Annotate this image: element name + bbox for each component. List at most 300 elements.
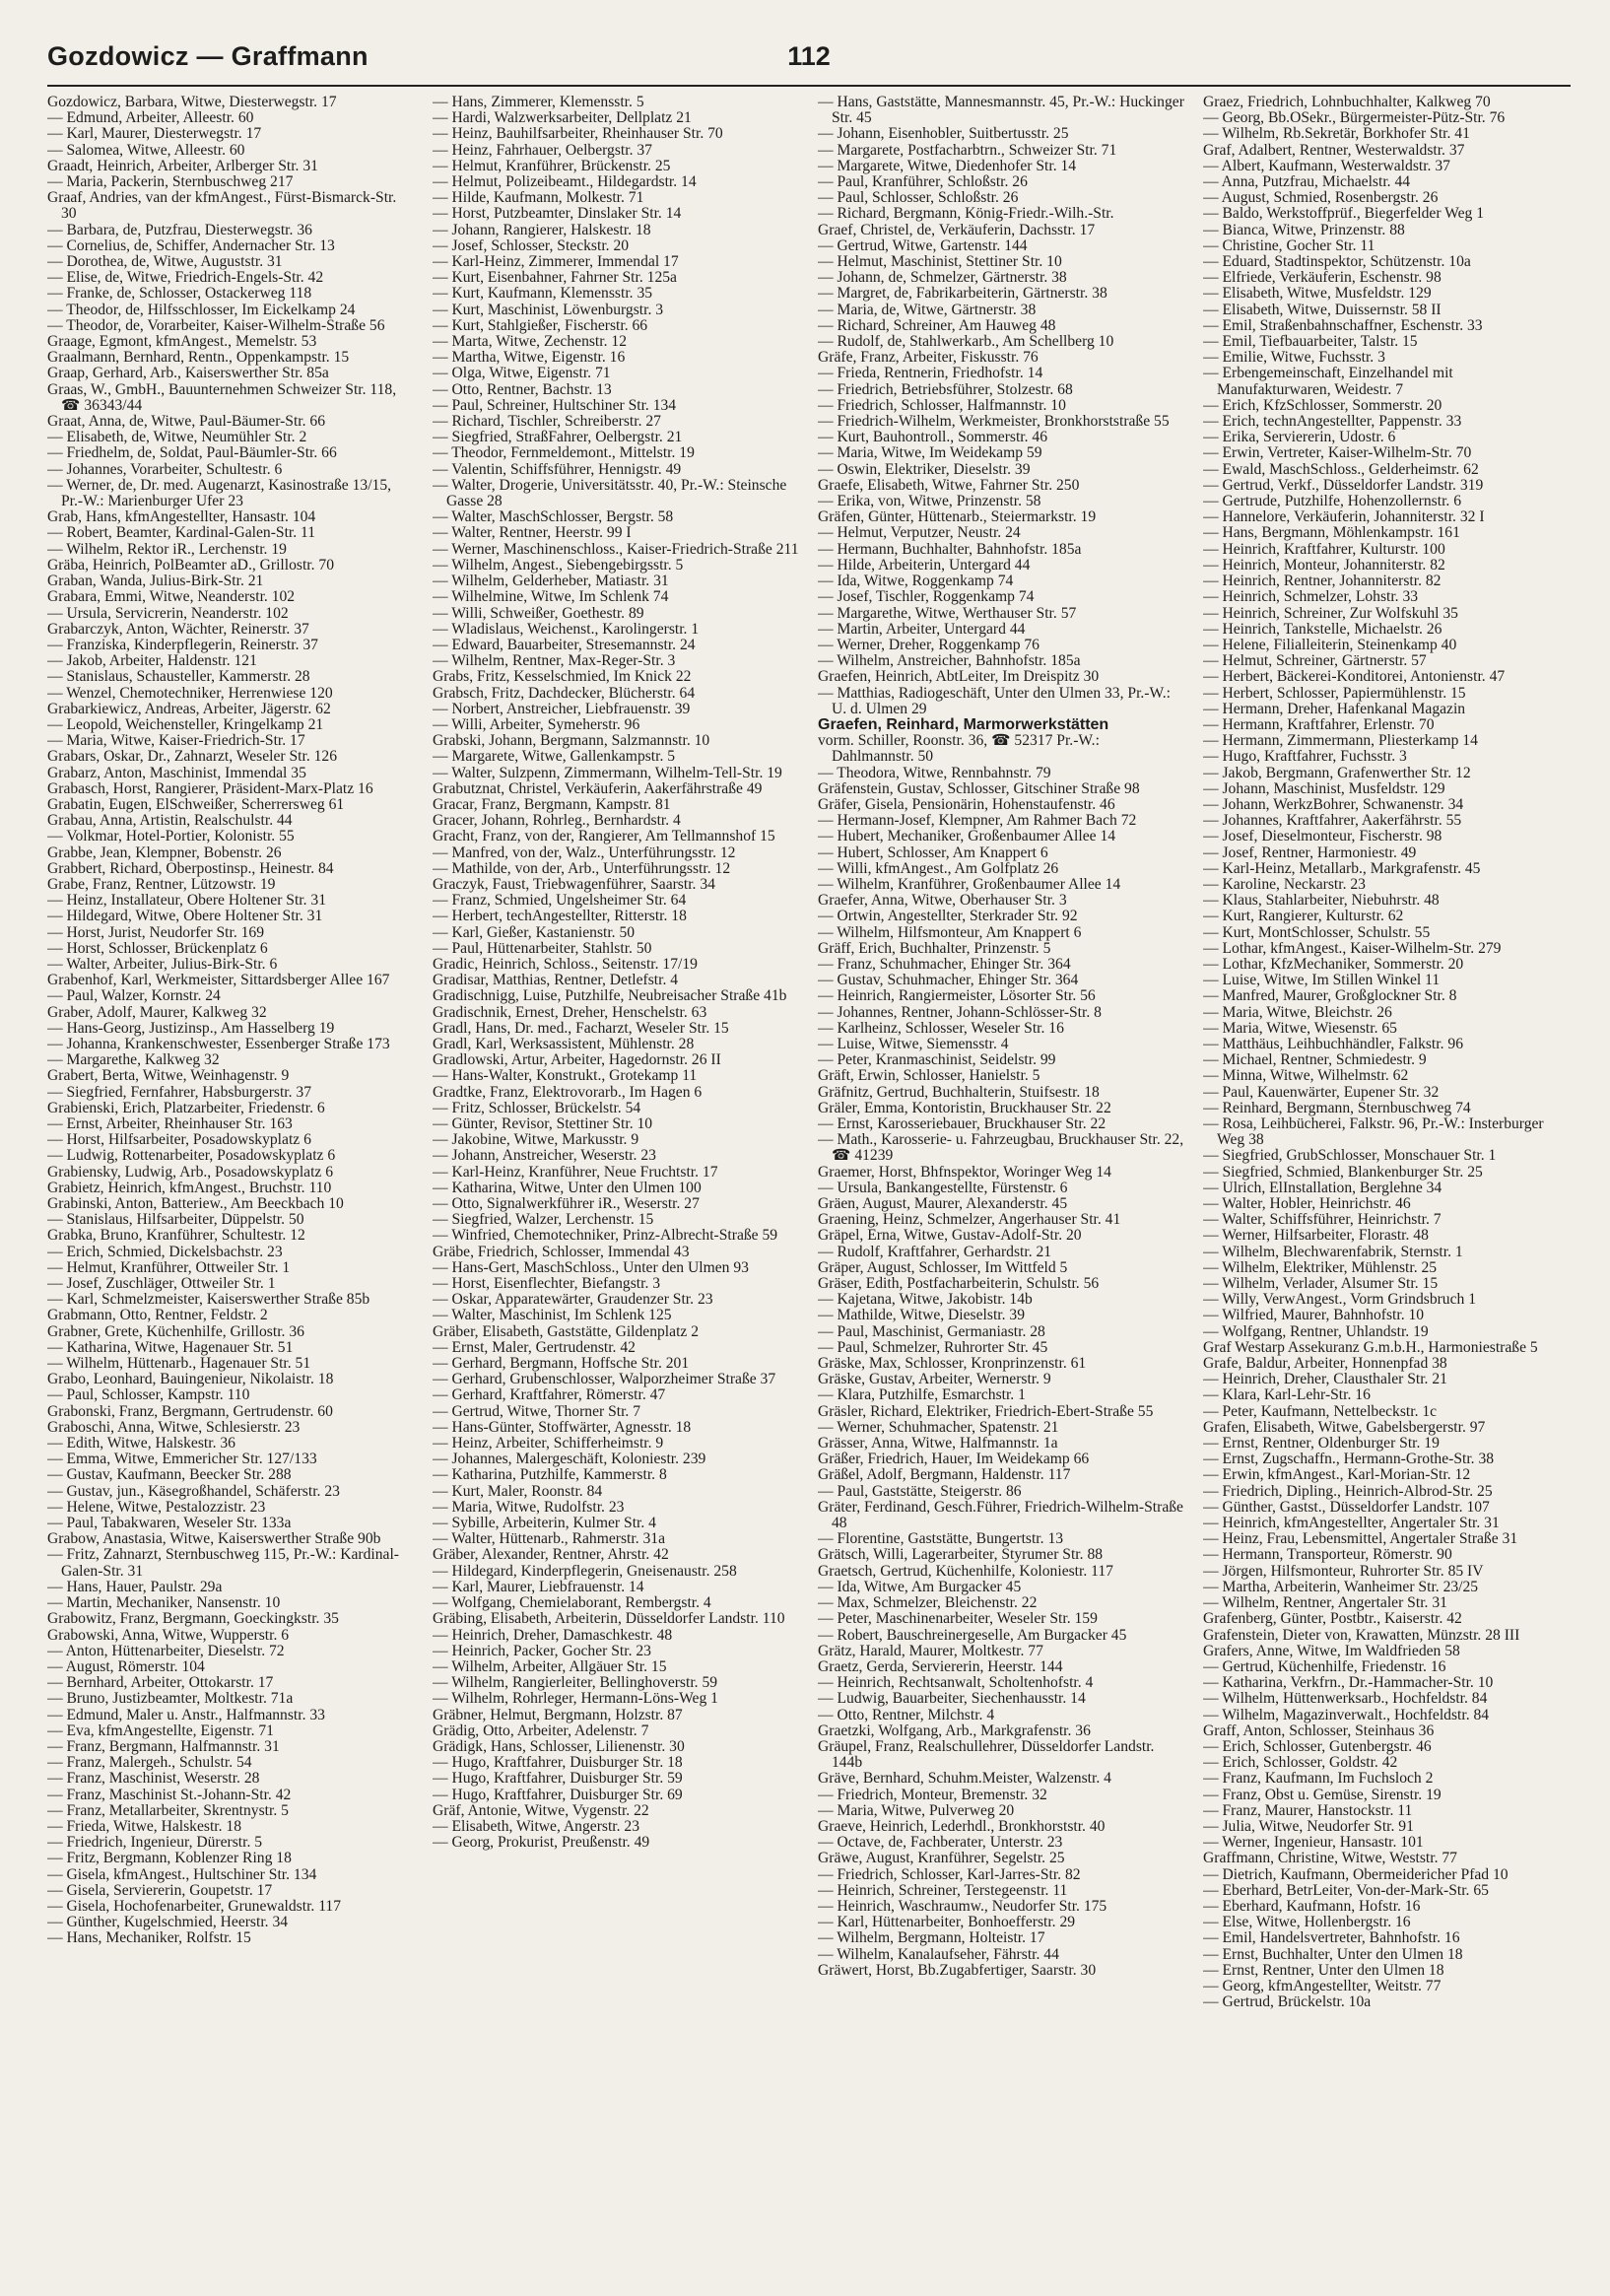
directory-entry: — Johann, de, Schmelzer, Gärtnerstr. 38 bbox=[818, 269, 1067, 287]
directory-entry: Grabatin, Eugen, ElSchweißer, Scherrersweg 61 bbox=[47, 795, 345, 813]
directory-entry: — Otto, Rentner, Bachstr. 13 bbox=[433, 380, 612, 398]
directory-entry: Grabner, Grete, Küchenhilfe, Grillostr. 36 bbox=[47, 1322, 304, 1340]
directory-entry: — Günther, Gastst., Düsseldorfer Landstr. 107 bbox=[1203, 1498, 1490, 1516]
directory-entry: — Hilde, Arbeiterin, Untergard 44 bbox=[818, 556, 1031, 574]
directory-entry: — Dietrich, Kaufmann, Obermeidericher Pfad 10 bbox=[1203, 1865, 1509, 1883]
directory-entry: — Helene, Filialleiterin, Steinenkamp 40 bbox=[1203, 636, 1457, 653]
directory-entry: Grabarczyk, Anton, Wächter, Reinerstr. 37 bbox=[47, 620, 309, 638]
directory-entry: — Georg, kfmAngestellter, Weitstr. 77 bbox=[1203, 1977, 1442, 1994]
directory-entry: — Herbert, techAngestellter, Ritterstr. 18 bbox=[433, 908, 687, 925]
directory-entry: — Erbengemeinschaft, Einzelhandel mit Manufakturwaren, Weidestr. 7 bbox=[1203, 365, 1453, 398]
directory-entry: — Max, Schmelzer, Bleichenstr. 22 bbox=[818, 1594, 1038, 1612]
directory-entry: — Octave, de, Fachberater, Unterstr. 23 bbox=[818, 1834, 1063, 1852]
directory-entry: — Franziska, Kinderpflegerin, Reinerstr. 37 bbox=[47, 636, 318, 653]
directory-entry: — Erich, Schlosser, Goldstr. 42 bbox=[1203, 1754, 1398, 1772]
directory-entry: — Horst, Hilfsarbeiter, Posadowskyplatz 6 bbox=[47, 1131, 311, 1149]
directory-entry: — Baldo, Werkstoffprüf., Biegerfelder Weg 1 bbox=[1203, 205, 1485, 223]
directory-entry: — Gisela, Hochofenarbeiter, Grunewaldstr. 117 bbox=[47, 1897, 342, 1915]
directory-entry: — Maria, Witwe, Rudolfstr. 23 bbox=[433, 1498, 625, 1516]
directory-entry: — Richard, Bergmann, König-Friedr.-Wilh.-Str. bbox=[818, 205, 1114, 223]
directory-entry: — Wilhelm, Rangierleiter, Bellinghoverstr. 59 bbox=[433, 1674, 718, 1692]
directory-entry: Grabka, Bruno, Kranführer, Schultestr. 12 bbox=[47, 1227, 305, 1245]
directory-entry: — Margarete, Witwe, Gallenkampstr. 5 bbox=[433, 748, 676, 766]
directory-entry: Grabenhof, Karl, Werkmeister, Sittardsberger Allee 167 bbox=[47, 972, 390, 989]
directory-entry: — Barbara, de, Putzfrau, Diesterwegstr. 36 bbox=[47, 221, 312, 238]
directory-entry: Graff, Anton, Schlosser, Steinhaus 36 bbox=[1203, 1722, 1435, 1739]
directory-entry: — Werner, de, Dr. med. Augenarzt, Kasinostraße 13/15, Pr.-W.: Marienburger Ufer 23 bbox=[47, 476, 392, 510]
directory-entry: — Richard, Schreiner, Am Hauweg 48 bbox=[818, 316, 1056, 334]
directory-entry: — Martha, Witwe, Eigenstr. 16 bbox=[433, 349, 626, 367]
directory-entry: — Luise, Witwe, Siemensstr. 4 bbox=[818, 1035, 1009, 1052]
directory-entry: — Heinz, Fahrhauer, Oelbergstr. 37 bbox=[433, 141, 652, 159]
directory-entry: — Franz, Maurer, Hanstockstr. 11 bbox=[1203, 1801, 1413, 1819]
directory-entry: — Heinrich, Schreiner, Zur Wolfskuhl 35 bbox=[1203, 604, 1458, 622]
directory-entry: — Walter, Drogerie, Universitätsstr. 40, Pr.-W.: Steinsche Gasse 28 bbox=[433, 476, 787, 510]
directory-entry: Gräter, Ferdinand, Gesch.Führer, Friedrich-Wilhelm-Straße 48 bbox=[818, 1498, 1183, 1532]
directory-entry: — Wenzel, Chemotechniker, Herrenwiese 120 bbox=[47, 684, 333, 702]
directory-entry: — Friedrich, Monteur, Bremenstr. 32 bbox=[818, 1786, 1047, 1803]
directory-entry: — Hugo, Kraftfahrer, Duisburger Str. 69 bbox=[433, 1786, 683, 1803]
directory-entry: — Hildegard, Kinderpflegerin, Gneisenaustr. 258 bbox=[433, 1562, 737, 1580]
directory-columns bbox=[47, 95, 1571, 2010]
directory-entry: — Olga, Witwe, Eigenstr. 71 bbox=[433, 365, 611, 382]
directory-entry: — Johann, Maschinist, Musfeldstr. 129 bbox=[1203, 779, 1445, 797]
directory-entry: vorm. Schiller, Roonstr. 36, ☎ 52317 Pr.-W.: Dahlmannstr. 50 bbox=[818, 732, 1100, 766]
directory-entry: — Cornelius, de, Schiffer, Andernacher Str. 13 bbox=[47, 236, 335, 254]
column-2 bbox=[433, 95, 800, 2010]
directory-entry: — Hubert, Schlosser, Am Knappert 6 bbox=[818, 844, 1048, 861]
directory-entry: Grabonski, Franz, Bergmann, Gertrudenstr. 60 bbox=[47, 1402, 333, 1420]
directory-entry: — Emma, Witwe, Emmericher Str. 127/133 bbox=[47, 1451, 317, 1468]
directory-entry: — Paul, Schmelzer, Ruhrorter Str. 45 bbox=[818, 1338, 1048, 1356]
directory-entry: — Salomea, Witwe, Alleestr. 60 bbox=[47, 141, 245, 159]
directory-entry: — Matthäus, Leihbuchhändler, Falkstr. 96 bbox=[1203, 1035, 1463, 1052]
directory-entry: — Kurt, Stahlgießer, Fischerstr. 66 bbox=[433, 316, 648, 334]
directory-entry: — Bianca, Witwe, Prinzenstr. 88 bbox=[1203, 221, 1405, 238]
directory-entry: — Michael, Rentner, Schmiedestr. 9 bbox=[1203, 1051, 1427, 1069]
directory-entry: — Karl, Maurer, Diesterwegstr. 17 bbox=[47, 125, 262, 143]
directory-entry: — Horst, Eisenflechter, Biefangstr. 3 bbox=[433, 1275, 661, 1293]
column-3 bbox=[818, 95, 1185, 2010]
directory-entry: — Heinz, Frau, Lebensmittel, Angertaler Straße 31 bbox=[1203, 1530, 1518, 1548]
directory-entry: — Ernst, Zugschaffn., Hermann-Grothe-Str. 38 bbox=[1203, 1451, 1495, 1468]
directory-entry: — Walter, Maschinist, Im Schlenk 125 bbox=[433, 1307, 672, 1324]
directory-entry: — Kurt, MontSchlosser, Schulstr. 55 bbox=[1203, 923, 1431, 941]
directory-entry: — Norbert, Anstreicher, Liebfrauenstr. 39 bbox=[433, 700, 691, 717]
directory-entry: — Fritz, Bergmann, Koblenzer Ring 18 bbox=[47, 1850, 292, 1867]
directory-entry: — Hans-Günter, Stoffwärter, Agnesstr. 18 bbox=[433, 1418, 692, 1436]
directory-entry: — Martin, Arbeiter, Untergard 44 bbox=[818, 620, 1026, 638]
directory-entry: — Horst, Putzbeamter, Dinslaker Str. 14 bbox=[433, 205, 682, 223]
directory-entry: — Oskar, Apparatewärter, Graudenzer Str. 23 bbox=[433, 1291, 713, 1309]
directory-entry: — Katharina, Putzhilfe, Kammerstr. 8 bbox=[433, 1466, 667, 1484]
directory-entry: — Friedhelm, de, Soldat, Paul-Bäumler-Str. 66 bbox=[47, 444, 337, 462]
directory-entry: — Christine, Gocher Str. 11 bbox=[1203, 236, 1375, 254]
directory-entry: — Julia, Witwe, Neudorfer Str. 91 bbox=[1203, 1817, 1414, 1835]
directory-entry: Graefen, Reinhard, Marmorwerkstätten bbox=[818, 715, 1109, 733]
directory-entry: — Karl-Heinz, Metallarb., Markgrafenstr. 45 bbox=[1203, 859, 1481, 877]
directory-entry: — Wilhelm, Angest., Siebengebirgsstr. 5 bbox=[433, 556, 684, 574]
directory-entry: — Ewald, MaschSchloss., Gelderheimstr. 62 bbox=[1203, 460, 1479, 478]
directory-entry: — Franz, Maschinist, Weserstr. 28 bbox=[47, 1770, 260, 1788]
directory-entry: — Paul, Hüttenarbeiter, Stahlstr. 50 bbox=[433, 939, 652, 957]
directory-entry: — Eduard, Stadtinspektor, Schützenstr. 10a bbox=[1203, 253, 1471, 271]
directory-entry: — Erwin, Vertreter, Kaiser-Wilhelm-Str. 70 bbox=[1203, 444, 1472, 462]
directory-entry: — Martin, Mechaniker, Nansenstr. 10 bbox=[47, 1594, 281, 1612]
directory-entry: — Rudolf, de, Stahlwerkarb., Am Schellberg 10 bbox=[818, 333, 1114, 351]
directory-entry: — Eberhard, BetrLeiter, Von-der-Mark-Str. 65 bbox=[1203, 1881, 1489, 1899]
directory-entry: — Paul, Kauenwärter, Eupener Str. 32 bbox=[1203, 1083, 1440, 1101]
directory-entry: — Heinrich, Rentner, Johanniterstr. 82 bbox=[1203, 573, 1442, 590]
directory-entry: — Paul, Schlosser, Schloßstr. 26 bbox=[818, 189, 1019, 207]
directory-entry: Grabowitz, Franz, Bergmann, Goeckingkstr. 35 bbox=[47, 1610, 339, 1628]
directory-entry: — Hans-Walter, Konstrukt., Grotekamp 11 bbox=[433, 1067, 698, 1085]
directory-entry: — Heinrich, Waschraumw., Neudorfer Str. 175 bbox=[818, 1897, 1107, 1915]
directory-entry: — Werner, Schuhmacher, Spatenstr. 21 bbox=[818, 1418, 1059, 1436]
directory-entry: — Walter, Rentner, Heerstr. 99 I bbox=[433, 524, 632, 542]
directory-entry: Graeve, Heinrich, Lederhdl., Bronkhorststr. 40 bbox=[818, 1817, 1106, 1835]
directory-entry: — Walter, MaschSchlosser, Bergstr. 58 bbox=[433, 508, 674, 526]
directory-entry: — Emilie, Witwe, Fuchsstr. 3 bbox=[1203, 349, 1385, 367]
directory-entry: — Werner, Maschinenschloss., Kaiser-Friedrich-Straße 211 bbox=[433, 540, 799, 558]
directory-entry: — Karl-Heinz, Kranführer, Neue Fruchtstr. 17 bbox=[433, 1163, 718, 1181]
directory-entry: Grätz, Harald, Maurer, Moltkestr. 77 bbox=[818, 1642, 1043, 1659]
column-4 bbox=[1203, 95, 1571, 2010]
directory-entry: — Wilhelm, Elektriker, Mühlenstr. 25 bbox=[1203, 1258, 1438, 1276]
directory-entry: Grabietz, Heinrich, kfmAngest., Bruchstr. 110 bbox=[47, 1179, 332, 1196]
directory-entry: — Hardi, Walzwerksarbeiter, Dellplatz 21 bbox=[433, 109, 692, 127]
directory-entry: — Hermann, Buchhalter, Bahnhofstr. 185a bbox=[818, 540, 1082, 558]
directory-entry: — Siegfried, Walzer, Lerchenstr. 15 bbox=[433, 1211, 654, 1229]
directory-entry: Grabowski, Anna, Witwe, Wupperstr. 6 bbox=[47, 1626, 290, 1644]
directory-entry: Gräler, Emma, Kontoristin, Bruckhauser Str. 22 bbox=[818, 1099, 1111, 1116]
directory-entry: — Kurt, Bauhontroll., Sommerstr. 46 bbox=[818, 429, 1048, 446]
directory-entry: Graemer, Horst, Bhfnspektor, Woringer Weg 14 bbox=[818, 1163, 1111, 1181]
directory-entry: Grafenstein, Dieter von, Krawatten, Münzstr. 28 III bbox=[1203, 1626, 1520, 1644]
directory-entry: — Peter, Maschinenarbeiter, Weseler Str. 159 bbox=[818, 1610, 1098, 1628]
directory-entry: — Heinrich, Rechtsanwalt, Scholtenhofstr. 4 bbox=[818, 1674, 1094, 1692]
directory-entry: — Wilhelm, Rektor iR., Lerchenstr. 19 bbox=[47, 540, 287, 558]
directory-entry: — Wilhelm, Rb.Sekretär, Borkhofer Str. 41 bbox=[1203, 125, 1470, 143]
directory-entry: — Horst, Jurist, Neudorfer Str. 169 bbox=[47, 923, 265, 941]
directory-entry: Grabasch, Horst, Rangierer, Präsident-Marx-Platz 16 bbox=[47, 779, 373, 797]
directory-entry: — Wilhelm, Anstreicher, Bahnhofstr. 185a bbox=[818, 652, 1081, 670]
directory-entry: Gräser, Edith, Postfacharbeiterin, Schulstr. 56 bbox=[818, 1275, 1100, 1293]
directory-entry: — Franz, Schuhmacher, Ehinger Str. 364 bbox=[818, 955, 1071, 973]
directory-entry: Grabo, Leonhard, Bauingenieur, Nikolaistr. 18 bbox=[47, 1371, 334, 1388]
directory-entry: — Math., Karosserie- u. Fahrzeugbau, Bruckhauser Str. 22, ☎ 41239 bbox=[818, 1131, 1184, 1165]
directory-entry: Grafe, Baldur, Arbeiter, Honnenpfad 38 bbox=[1203, 1355, 1447, 1373]
directory-entry: — Klara, Putzhilfe, Esmarchstr. 1 bbox=[818, 1386, 1026, 1404]
directory-entry: — Hermann, Kraftfahrer, Erlenstr. 70 bbox=[1203, 715, 1435, 733]
directory-entry: Graetz, Gerda, Serviererin, Heerstr. 144 bbox=[818, 1657, 1063, 1675]
column-1 bbox=[47, 95, 415, 2010]
directory-entry: — Walter, Arbeiter, Julius-Birk-Str. 6 bbox=[47, 955, 278, 973]
directory-entry: — Klaus, Stahlarbeiter, Niebuhrstr. 48 bbox=[1203, 892, 1440, 910]
directory-entry: — Wilhelm, Rohrleger, Hermann-Löns-Weg 1 bbox=[433, 1690, 718, 1708]
directory-entry: — Friedrich, Betriebsführer, Stolzestr. 68 bbox=[818, 380, 1073, 398]
directory-entry: — Karl-Heinz, Zimmerer, Immendal 17 bbox=[433, 253, 679, 271]
directory-entry: Graber, Adolf, Maurer, Kalkweg 32 bbox=[47, 1003, 267, 1021]
directory-entry: — Kurt, Rangierer, Kulturstr. 62 bbox=[1203, 908, 1404, 925]
directory-entry: Gräber, Alexander, Rentner, Ahrstr. 42 bbox=[433, 1546, 669, 1564]
directory-entry: — Karoline, Neckarstr. 23 bbox=[1203, 875, 1366, 893]
directory-entry: — Karlheinz, Schlosser, Weseler Str. 16 bbox=[818, 1019, 1064, 1037]
directory-entry: — Hans, Mechaniker, Rolfstr. 15 bbox=[47, 1929, 251, 1947]
directory-entry: — Wilhelm, Verlader, Alsumer Str. 15 bbox=[1203, 1275, 1439, 1293]
directory-entry: Gräfe, Franz, Arbeiter, Fiskusstr. 76 bbox=[818, 349, 1039, 367]
directory-entry: — Gertrud, Witwe, Thorner Str. 7 bbox=[433, 1402, 641, 1420]
directory-entry: Grafers, Anne, Witwe, Im Waldfrieden 58 bbox=[1203, 1642, 1460, 1659]
directory-entry: — Manfred, von der, Walz., Unterführungsstr. 12 bbox=[433, 844, 736, 861]
directory-entry: Grabe, Franz, Rentner, Lützowstr. 19 bbox=[47, 875, 276, 893]
directory-entry: — Richard, Tischler, Schreiberstr. 27 bbox=[433, 413, 661, 431]
directory-entry: Grafenberg, Günter, Postbtr., Kaiserstr. 42 bbox=[1203, 1610, 1462, 1628]
directory-entry: — August, Römerstr. 104 bbox=[47, 1657, 205, 1675]
directory-entry: Graetzki, Wolfgang, Arb., Markgrafenstr. 36 bbox=[818, 1722, 1091, 1739]
directory-entry: — Heinrich, Tankstelle, Michaelstr. 26 bbox=[1203, 620, 1442, 638]
directory-entry: Gräfnitz, Gertrud, Buchhalterin, Stuifsestr. 18 bbox=[818, 1083, 1100, 1101]
directory-entry: — Siegfried, Schmied, Blankenburger Str. 25 bbox=[1203, 1163, 1483, 1181]
directory-entry: — Ursula, Bankangestellte, Fürstenstr. 6 bbox=[818, 1179, 1068, 1196]
directory-entry: — Lothar, KfzMechaniker, Sommerstr. 20 bbox=[1203, 955, 1464, 973]
directory-entry: — Johann, WerkzBohrer, Schwanenstr. 34 bbox=[1203, 795, 1464, 813]
directory-entry: Gräen, August, Maurer, Alexanderstr. 45 bbox=[818, 1195, 1068, 1213]
directory-entry: — Hans, Gaststätte, Mannesmannstr. 45, Pr.-W.: Huckinger Str. 45 bbox=[818, 95, 1184, 127]
directory-entry: — Otto, Signalwerkführer iR., Weserstr. 27 bbox=[433, 1195, 700, 1213]
directory-entry: — Heinrich, Kraftfahrer, Kulturstr. 100 bbox=[1203, 540, 1445, 558]
directory-entry: Gräbing, Elisabeth, Arbeiterin, Düsseldorfer Landstr. 110 bbox=[433, 1610, 785, 1628]
directory-entry: — Robert, Bauschreinergeselle, Am Burgacker 45 bbox=[818, 1626, 1127, 1644]
directory-entry: Graefe, Elisabeth, Witwe, Fahrner Str. 250 bbox=[818, 476, 1080, 494]
directory-entry: Grabbe, Jean, Klempner, Bobenstr. 26 bbox=[47, 844, 282, 861]
directory-entry: — Walter, Schiffsführer, Heinrichstr. 7 bbox=[1203, 1211, 1442, 1229]
directory-entry: — Katharina, Witwe, Hagenauer Str. 51 bbox=[47, 1338, 294, 1356]
directory-entry: Grätsch, Willi, Lagerarbeiter, Styrumer Str. 88 bbox=[818, 1546, 1104, 1564]
directory-entry: — Rosa, Leihbücherei, Falkstr. 96, Pr.-W.: Insterburger Weg 38 bbox=[1203, 1115, 1544, 1149]
directory-entry: — Dorothea, de, Witwe, Auguststr. 31 bbox=[47, 253, 283, 271]
directory-entry: — Willy, VerwAngest., Vorm Grindsbruch 1 bbox=[1203, 1291, 1477, 1309]
header-rule bbox=[47, 85, 1571, 87]
directory-entry: — Gerhard, Bergmann, Hoffsche Str. 201 bbox=[433, 1355, 690, 1373]
directory-entry: — Frieda, Rentnerin, Friedhofstr. 14 bbox=[818, 365, 1043, 382]
directory-entry: — Ulrich, ElInstallation, Berglehne 34 bbox=[1203, 1179, 1442, 1196]
directory-entry: — Werner, Ingenieur, Hansastr. 101 bbox=[1203, 1834, 1424, 1852]
directory-entry: — Ernst, Maler, Gertrudenstr. 42 bbox=[433, 1338, 636, 1356]
directory-entry: — Margarete, Witwe, Diedenhofer Str. 14 bbox=[818, 157, 1077, 174]
directory-entry: Graf, Adalbert, Rentner, Westerwaldstr. 37 bbox=[1203, 141, 1465, 159]
directory-entry: — Hugo, Kraftfahrer, Duisburger Str. 59 bbox=[433, 1770, 683, 1788]
directory-entry: — Karl, Gießer, Kastanienstr. 50 bbox=[433, 923, 636, 941]
directory-entry: — Franz, Malergeh., Schulstr. 54 bbox=[47, 1754, 252, 1772]
directory-entry: — Heinrich, Monteur, Johanniterstr. 82 bbox=[1203, 556, 1445, 574]
directory-entry: Gracht, Franz, von der, Rangierer, Am Tellmannshof 15 bbox=[433, 828, 775, 845]
directory-entry: — Helmut, Polizeibeamt., Hildegardstr. 14 bbox=[433, 173, 697, 191]
directory-entry: — Klara, Karl-Lehr-Str. 16 bbox=[1203, 1386, 1371, 1404]
directory-entry: — Ludwig, Rottenarbeiter, Posadowskyplatz 6 bbox=[47, 1147, 336, 1165]
directory-entry: — Peter, Kranmaschinist, Seidelstr. 99 bbox=[818, 1051, 1056, 1069]
directory-entry: — Heinrich, Packer, Gocher Str. 23 bbox=[433, 1642, 651, 1659]
page-number: 112 bbox=[787, 41, 831, 71]
directory-entry: — Leopold, Weichensteller, Kringelkamp 21 bbox=[47, 715, 324, 733]
directory-entry: — Josef, Dieselmonteur, Fischerstr. 98 bbox=[1203, 828, 1442, 845]
directory-entry: — Theodor, de, Vorarbeiter, Kaiser-Wilhelm-Straße 56 bbox=[47, 316, 385, 334]
directory-entry: — Bruno, Justizbeamter, Moltkestr. 71a bbox=[47, 1690, 294, 1708]
directory-entry: — Heinrich, Rangiermeister, Lösorter Str. 56 bbox=[818, 987, 1096, 1005]
directory-entry: Grädigk, Hans, Schlosser, Lilienenstr. 30 bbox=[433, 1737, 685, 1755]
directory-entry: Grabow, Anastasia, Witwe, Kaiserswerther Straße 90b bbox=[47, 1530, 381, 1548]
directory-entry: Grabiensky, Ludwig, Arb., Posadowskyplatz 6 bbox=[47, 1163, 334, 1181]
directory-entry: — Wilhelm, Kanalaufseher, Fährstr. 44 bbox=[818, 1945, 1059, 1963]
directory-entry: — Maria, Witwe, Pulverweg 20 bbox=[818, 1801, 1015, 1819]
directory-entry: Grabsch, Fritz, Dachdecker, Blücherstr. 64 bbox=[433, 684, 696, 702]
directory-entry: Gradl, Hans, Dr. med., Facharzt, Weseler Str. 15 bbox=[433, 1019, 729, 1037]
directory-entry: Gräßer, Friedrich, Hauer, Im Weidekamp 66 bbox=[818, 1451, 1090, 1468]
directory-entry: — Jakob, Arbeiter, Haldenstr. 121 bbox=[47, 652, 257, 670]
directory-entry: — Ida, Witwe, Am Burgacker 45 bbox=[818, 1578, 1022, 1595]
directory-entry: — Ortwin, Angestellter, Sterkrader Str. 92 bbox=[818, 908, 1078, 925]
directory-entry: Gräper, August, Schlosser, Im Wittfeld 5 bbox=[818, 1258, 1068, 1276]
directory-entry: Gräupel, Franz, Realschullehrer, Düsseldorfer Landstr. 144b bbox=[818, 1737, 1155, 1772]
directory-entry: — Else, Witwe, Hollenbergstr. 16 bbox=[1203, 1914, 1411, 1931]
directory-entry: Graefen, Heinrich, AbtLeiter, Im Dreispitz 30 bbox=[818, 668, 1100, 686]
directory-entry: Gräba, Heinrich, PolBeamter aD., Grillostr. 70 bbox=[47, 556, 335, 574]
directory-entry: — Willi, kfmAngest., Am Golfplatz 26 bbox=[818, 859, 1059, 877]
directory-entry: — Emil, Tiefbauarbeiter, Talstr. 15 bbox=[1203, 333, 1418, 351]
directory-entry: Graban, Wanda, Julius-Birk-Str. 21 bbox=[47, 573, 264, 590]
directory-entry: — Willi, Arbeiter, Symeherstr. 96 bbox=[433, 715, 640, 733]
directory-entry: — Valentin, Schiffsführer, Hennigstr. 49 bbox=[433, 460, 682, 478]
directory-entry: — Erika, Serviererin, Udostr. 6 bbox=[1203, 429, 1396, 446]
directory-entry: Grabs, Fritz, Kesselschmied, Im Knick 22 bbox=[433, 668, 692, 686]
directory-entry: — Maria, Witwe, Im Weidekamp 59 bbox=[818, 444, 1042, 462]
directory-entry: — Wladislaus, Weichenst., Karolingerstr. 1 bbox=[433, 620, 700, 638]
directory-entry: Grabski, Johann, Bergmann, Salzmannstr. 10 bbox=[433, 732, 710, 750]
directory-entry: — Johann, Rangierer, Halskestr. 18 bbox=[433, 221, 651, 238]
directory-entry: — Wilhelm, Gelderheber, Matiastr. 31 bbox=[433, 573, 669, 590]
directory-entry: Gradischnik, Ernest, Dreher, Henschelstr. 63 bbox=[433, 1003, 707, 1021]
directory-entry: — Johannes, Malergeschäft, Koloniestr. 239 bbox=[433, 1451, 706, 1468]
directory-entry: Grabarz, Anton, Maschinist, Immendal 35 bbox=[47, 764, 306, 781]
directory-entry: — Georg, Prokurist, Preußenstr. 49 bbox=[433, 1834, 650, 1852]
directory-entry: — Robert, Beamter, Kardinal-Galen-Str. 11 bbox=[47, 524, 316, 542]
directory-entry: — Gertrud, Küchenhilfe, Friedenstr. 16 bbox=[1203, 1657, 1446, 1675]
directory-entry: — Erich, Schmied, Dickelsbachstr. 23 bbox=[47, 1243, 283, 1260]
directory-entry: — Hannelore, Verkäuferin, Johanniterstr. 32 I bbox=[1203, 508, 1485, 526]
directory-entry: — Kurt, Kaufmann, Klemensstr. 35 bbox=[433, 285, 653, 303]
directory-entry: — Heinz, Arbeiter, Schifferheimstr. 9 bbox=[433, 1435, 664, 1452]
directory-entry: — Gertrud, Brückelstr. 10a bbox=[1203, 1993, 1372, 2011]
directory-entry: — Johannes, Vorarbeiter, Schultestr. 6 bbox=[47, 460, 283, 478]
directory-entry: — Franz, Maschinist St.-Johann-Str. 42 bbox=[47, 1786, 292, 1803]
directory-entry: — Josef, Tischler, Roggenkamp 74 bbox=[818, 588, 1035, 606]
directory-entry: — Luise, Witwe, Im Stillen Winkel 11 bbox=[1203, 972, 1441, 989]
directory-entry: — August, Schmied, Rosenbergstr. 26 bbox=[1203, 189, 1439, 207]
directory-entry: — Theodora, Witwe, Rennbahnstr. 79 bbox=[818, 764, 1051, 781]
directory-entry: — Gisela, Serviererin, Goupetstr. 17 bbox=[47, 1881, 273, 1899]
directory-entry: — Hans-Georg, Justizinsp., Am Hasselberg 19 bbox=[47, 1019, 335, 1037]
directory-entry: — Wilhelm, Blechwarenfabrik, Sternstr. 1 bbox=[1203, 1243, 1463, 1260]
directory-entry: Gräft, Erwin, Schlosser, Hanielstr. 5 bbox=[818, 1067, 1040, 1085]
directory-entry: — Herbert, Bäckerei-Konditorei, Antonienstr. 47 bbox=[1203, 668, 1506, 686]
directory-entry: — Franz, Bergmann, Halfmannstr. 31 bbox=[47, 1737, 280, 1755]
directory-entry: — Wilhelm, Bergmann, Holteistr. 17 bbox=[818, 1929, 1045, 1947]
directory-entry: Grässer, Anna, Witwe, Halfmannstr. 1a bbox=[818, 1435, 1058, 1452]
directory-entry: — Heinrich, Dreher, Clausthaler Str. 21 bbox=[1203, 1371, 1447, 1388]
directory-entry: — Florentine, Gaststätte, Bungertstr. 13 bbox=[818, 1530, 1064, 1548]
directory-entry: — Elfriede, Verkäuferin, Eschenstr. 98 bbox=[1203, 269, 1442, 287]
directory-entry: — Heinrich, Dreher, Damaschkestr. 48 bbox=[433, 1626, 673, 1644]
directory-entry: — Gisela, kfmAngest., Hultschiner Str. 134 bbox=[47, 1865, 317, 1883]
directory-entry: — Maria, de, Witwe, Gärtnerstr. 38 bbox=[818, 301, 1037, 318]
directory-entry: Grabinski, Anton, Batteriew., Am Beeckbach 10 bbox=[47, 1195, 344, 1213]
directory-entry: — Ernst, Rentner, Oldenburger Str. 19 bbox=[1203, 1435, 1440, 1452]
directory-entry: Grabarkiewicz, Andreas, Arbeiter, Jägerstr. 62 bbox=[47, 700, 331, 717]
directory-entry: — Herbert, Schlosser, Papiermühlenstr. 15 bbox=[1203, 684, 1466, 702]
directory-entry: — Karl, Hüttenarbeiter, Bonhoefferstr. 29 bbox=[818, 1914, 1076, 1931]
directory-entry: Gräsler, Richard, Elektriker, Friedrich-Ebert-Straße 55 bbox=[818, 1402, 1154, 1420]
directory-entry: Gräber, Elisabeth, Gaststätte, Gildenplatz 2 bbox=[433, 1322, 700, 1340]
directory-entry: — Helmut, Kranführer, Ottweiler Str. 1 bbox=[47, 1258, 291, 1276]
directory-entry: — Wilhelm, Kranführer, Großenbaumer Allee 14 bbox=[818, 875, 1121, 893]
directory-entry: — Hans, Hauer, Paulstr. 29a bbox=[47, 1578, 223, 1595]
directory-entry: — Walter, Sulzpenn, Zimmermann, Wilhelm-Tell-Str. 19 bbox=[433, 764, 782, 781]
directory-entry: — Johann, Anstreicher, Weserstr. 23 bbox=[433, 1147, 656, 1165]
directory-entry: — Elisabeth, Witwe, Musfeldstr. 129 bbox=[1203, 285, 1432, 303]
directory-entry: Gradtke, Franz, Elektrovorarb., Im Hagen 6 bbox=[433, 1083, 703, 1101]
directory-entry: Gradischnigg, Luise, Putzhilfe, Neubreisacher Straße 41b bbox=[433, 987, 787, 1005]
directory-entry: — Franke, de, Schlosser, Ostackerweg 118 bbox=[47, 285, 312, 303]
directory-entry: Gräfen, Günter, Hüttenarb., Steiermarkstr. 19 bbox=[818, 508, 1097, 526]
directory-entry: — Ida, Witwe, Roggenkamp 74 bbox=[818, 573, 1014, 590]
directory-entry: — Elise, de, Witwe, Friedrich-Engels-Str. 42 bbox=[47, 269, 324, 287]
directory-entry: — Winfried, Chemotechniker, Prinz-Albrecht-Straße 59 bbox=[433, 1227, 778, 1245]
directory-entry: — Matthias, Radiogeschäft, Unter den Ulmen 33, Pr.-W.: U. d. Ulmen 29 bbox=[818, 684, 1172, 717]
directory-entry: — Ernst, Rentner, Unter den Ulmen 18 bbox=[1203, 1961, 1444, 1979]
directory-entry: — Paul, Walzer, Kornstr. 24 bbox=[47, 987, 221, 1005]
directory-entry: — Wilhelm, Hüttenwerksarb., Hochfeldstr. 84 bbox=[1203, 1690, 1488, 1708]
directory-entry: — Paul, Schlosser, Kampstr. 110 bbox=[47, 1386, 250, 1404]
directory-entry: — Helmut, Kranführer, Brückenstr. 25 bbox=[433, 157, 671, 174]
directory-entry: — Margarete, Postfacharbtrn., Schweizer Str. 71 bbox=[818, 141, 1117, 159]
directory-entry: — Ernst, Buchhalter, Unter den Ulmen 18 bbox=[1203, 1945, 1463, 1963]
directory-entry: — Josef, Schlosser, Steckstr. 20 bbox=[433, 236, 630, 254]
directory-entry: — Hans, Bergmann, Möhlenkampstr. 161 bbox=[1203, 524, 1460, 542]
directory-entry: Gräske, Max, Schlosser, Kronprinzenstr. 61 bbox=[818, 1355, 1087, 1373]
directory-entry: — Edith, Witwe, Halskestr. 36 bbox=[47, 1435, 235, 1452]
directory-entry: Graap, Gerhard, Arb., Kaiserswerther Str. 85a bbox=[47, 365, 329, 382]
directory-entry: — Gerhard, Grubenschlosser, Walporzheimer Straße 37 bbox=[433, 1371, 776, 1388]
directory-entry: — Erich, KfzSchlosser, Sommerstr. 20 bbox=[1203, 396, 1442, 414]
directory-entry: — Josef, Rentner, Harmoniestr. 49 bbox=[1203, 844, 1417, 861]
directory-entry: — Maria, Witwe, Kaiser-Friedrich-Str. 17 bbox=[47, 732, 305, 750]
directory-entry: — Margarethe, Witwe, Werthauser Str. 57 bbox=[818, 604, 1077, 622]
directory-entry: — Wolfgang, Rentner, Uhlandstr. 19 bbox=[1203, 1322, 1429, 1340]
directory-entry: — Paul, Gaststätte, Steigerstr. 86 bbox=[818, 1482, 1022, 1500]
directory-entry: — Johannes, Kraftfahrer, Aakerfährstr. 55 bbox=[1203, 812, 1462, 830]
directory-entry: — Edward, Bauarbeiter, Stresemannstr. 24 bbox=[433, 636, 696, 653]
directory-entry: — Wilhelm, Hilfsmonteur, Am Knappert 6 bbox=[818, 923, 1082, 941]
directory-entry: — Oswin, Elektriker, Dieselstr. 39 bbox=[818, 460, 1031, 478]
directory-entry: — Wilhelm, Rentner, Max-Reger-Str. 3 bbox=[433, 652, 676, 670]
directory-entry: — Fritz, Zahnarzt, Sternbuschweg 115, Pr.-W.: Kardinal-Galen-Str. 31 bbox=[47, 1546, 399, 1580]
directory-entry: — Sybille, Arbeiterin, Kulmer Str. 4 bbox=[433, 1515, 656, 1532]
directory-entry: Graez, Friedrich, Lohnbuchhalter, Kalkweg 70 bbox=[1203, 95, 1491, 110]
directory-entry: — Paul, Schreiner, Hultschiner Str. 134 bbox=[433, 396, 677, 414]
directory-entry: — Eberhard, Kaufmann, Hofstr. 16 bbox=[1203, 1897, 1421, 1915]
directory-entry: — Margarethe, Kalkweg 32 bbox=[47, 1051, 220, 1069]
directory-entry: — Lothar, kfmAngest., Kaiser-Wilhelm-Str. 279 bbox=[1203, 939, 1502, 957]
